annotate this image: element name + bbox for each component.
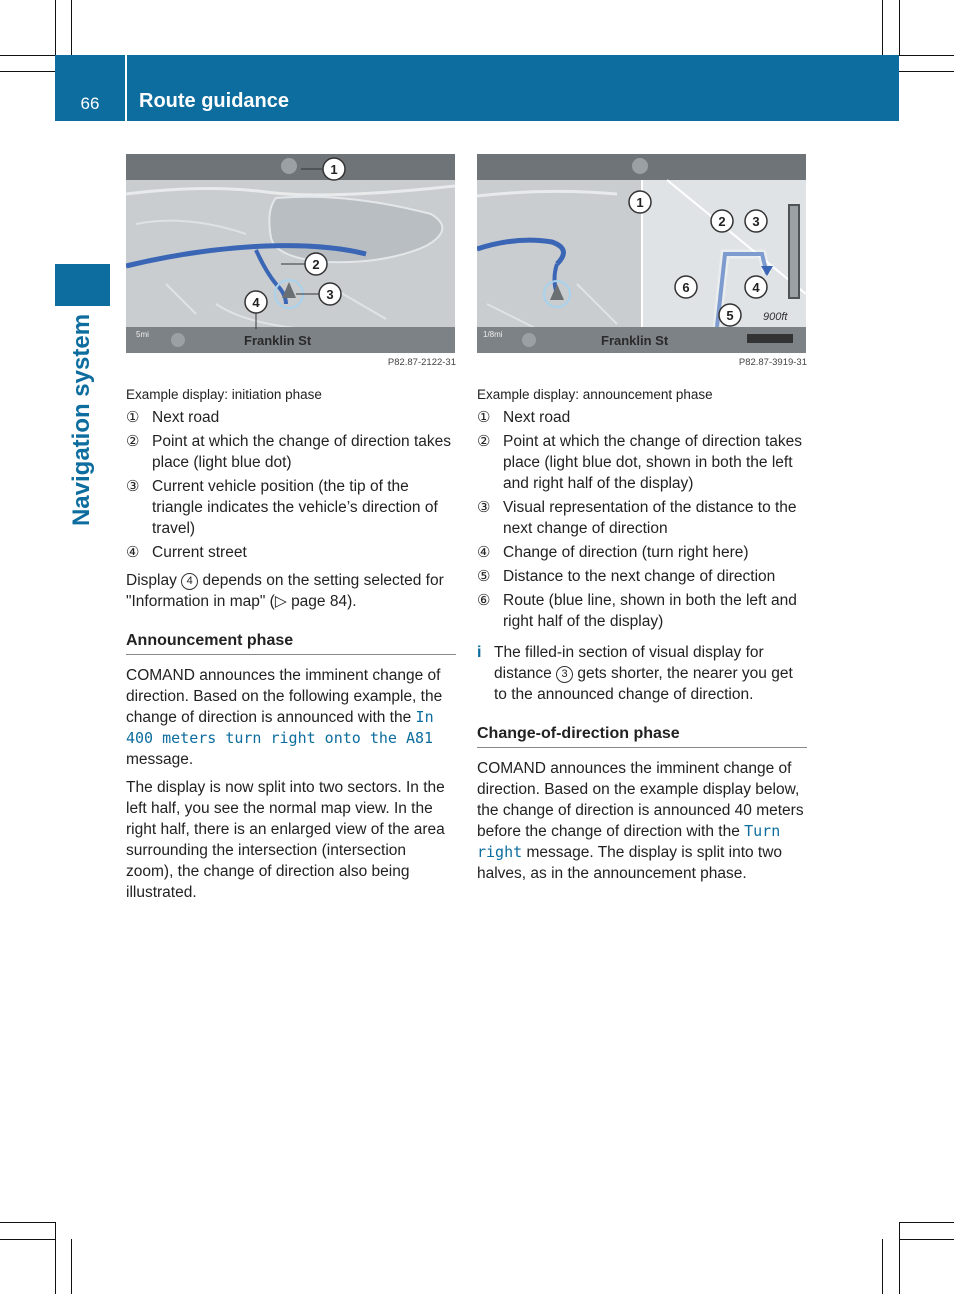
legend-text: Distance to the next change of direction: [503, 568, 776, 585]
legend-num: ①: [126, 409, 140, 426]
legend-num: ③: [126, 478, 140, 495]
legend-text: Current vehicle position (the tip of the triangle indicates the vehicle’s direction of travel): [152, 478, 438, 537]
crop-mark: [899, 1222, 954, 1223]
legend-text: Route (blue line, shown in both the left and right half of the display): [503, 592, 797, 630]
ann-message-code: In 400 meters turn right onto the A81: [126, 708, 434, 747]
display-note-text-a: Display: [126, 572, 177, 589]
ann-text-a: COMAND announces the imminent change of direction. Based on the following example, the change of direction is announced with the: [126, 667, 443, 726]
crop-mark: [0, 71, 55, 72]
map2-callout: 5: [726, 308, 734, 323]
map2-callout: 4: [752, 280, 760, 295]
map1-scale: 5mi: [136, 330, 149, 339]
left-column: [126, 154, 456, 903]
display-note-text-c: depends on the setting selected for "Information in map" (▷ page 84).: [126, 572, 444, 610]
announcement-paragraph-1: [126, 665, 456, 770]
change-message-code: Turn right: [477, 822, 781, 861]
map1-callout: 1: [330, 162, 338, 177]
section-announcement-title: Announcement phase: [126, 630, 456, 655]
info-note-text: [494, 642, 807, 705]
map1-callout: 2: [312, 257, 320, 272]
legend-text: Visual representation of the distance to the next change of direction: [503, 499, 797, 537]
legend-num: ①: [477, 409, 491, 426]
legend-num: ⑥: [477, 592, 491, 609]
legend-item: [477, 407, 807, 428]
legend-initiation: [126, 407, 456, 563]
legend-text: Next road: [152, 409, 220, 426]
map1-callout: 3: [326, 287, 334, 302]
callout-ref: 3: [556, 666, 573, 683]
crop-mark: [0, 55, 55, 56]
crop-mark: [899, 1239, 954, 1240]
map2-distance: 900ft: [763, 311, 788, 323]
crop-mark: [882, 0, 883, 55]
crop-mark: [899, 1222, 900, 1294]
crop-mark: [0, 1222, 55, 1223]
legend-num: ③: [477, 499, 491, 516]
legend-num: ④: [126, 544, 140, 561]
legend-num: ②: [126, 433, 140, 450]
caption-initiation: Example display: initiation phase: [126, 387, 322, 402]
section-change-title: Change-of-direction phase: [477, 723, 807, 748]
crop-mark: [71, 1239, 72, 1294]
map-announcement-phase: [477, 154, 806, 353]
info-note: [477, 642, 807, 705]
crop-mark: [55, 1222, 56, 1294]
map-initiation-phase: [126, 154, 455, 353]
map2-scale: 1/8mi: [483, 330, 503, 339]
crop-mark: [55, 0, 56, 55]
crop-mark: [882, 1239, 883, 1294]
legend-item: [126, 431, 456, 473]
ann-text-b: message.: [126, 751, 194, 768]
map1-street: Franklin St: [244, 333, 312, 348]
map2-callout: 6: [682, 280, 690, 295]
legend-item: [126, 542, 456, 563]
change-text-a: COMAND announces the imminent change of direction. Based on the example display below, the change of direction is announced 40 meters before the change of direction with the: [477, 760, 804, 840]
map1-code: P82.87-2122-31: [387, 357, 456, 368]
callout-ref: 4: [181, 573, 198, 590]
crop-mark: [899, 55, 954, 56]
legend-text: Change of direction (turn right here): [503, 544, 749, 561]
legend-item: [477, 497, 807, 539]
crop-mark: [0, 1239, 55, 1240]
display-note: [126, 570, 456, 612]
info-note-text-c: gets shorter, the nearer you get to the announced change of direction.: [494, 665, 793, 703]
header-divider: [125, 55, 127, 121]
header-title: Route guidance: [139, 90, 290, 112]
map1-callout: 4: [252, 295, 260, 310]
change-text-b: message. The display is split into two halves, as in the announcement phase.: [477, 844, 783, 882]
map2-callout: 1: [636, 195, 644, 210]
info-icon: i: [477, 644, 482, 661]
map2-code: P82.87-3919-31: [738, 357, 807, 368]
map2-callout: 3: [752, 214, 760, 229]
legend-text: Current street: [152, 544, 247, 561]
info-note-text-a: The filled-in section of visual display for distance: [494, 644, 764, 682]
legend-item: [477, 431, 807, 494]
map2-street: Franklin St: [601, 333, 669, 348]
legend-num: ②: [477, 433, 491, 450]
map2-callout: 2: [718, 214, 726, 229]
legend-item: [126, 476, 456, 539]
crop-mark: [899, 0, 900, 55]
legend-item: [477, 566, 807, 587]
legend-text: Next road: [503, 409, 571, 426]
legend-item: [477, 542, 807, 563]
legend-num: ⑤: [477, 568, 491, 585]
legend-announcement: [477, 407, 807, 632]
page-number: 66: [80, 94, 100, 113]
caption-announcement: Example display: announcement phase: [477, 387, 713, 402]
right-column: [477, 154, 807, 884]
crop-mark: [71, 0, 72, 55]
legend-item: [477, 590, 807, 632]
crop-mark: [899, 71, 954, 72]
legend-text: Point at which the change of direction takes place (light blue dot, shown in both the left and right half of the display): [503, 433, 802, 492]
legend-item: [126, 407, 456, 428]
side-tab: [55, 264, 110, 306]
legend-text: Point at which the change of direction takes place (light blue dot): [152, 433, 451, 471]
side-section-label: Navigation system: [68, 313, 95, 527]
legend-num: ④: [477, 544, 491, 561]
announcement-paragraph-2: The display is now split into two sectors. In the left half, you see the normal map view. In the right half, there is an enlarged view of the area surrounding the intersection (intersection zoom), the change of direction also being illustrated.: [126, 779, 445, 901]
change-paragraph: [477, 758, 807, 884]
